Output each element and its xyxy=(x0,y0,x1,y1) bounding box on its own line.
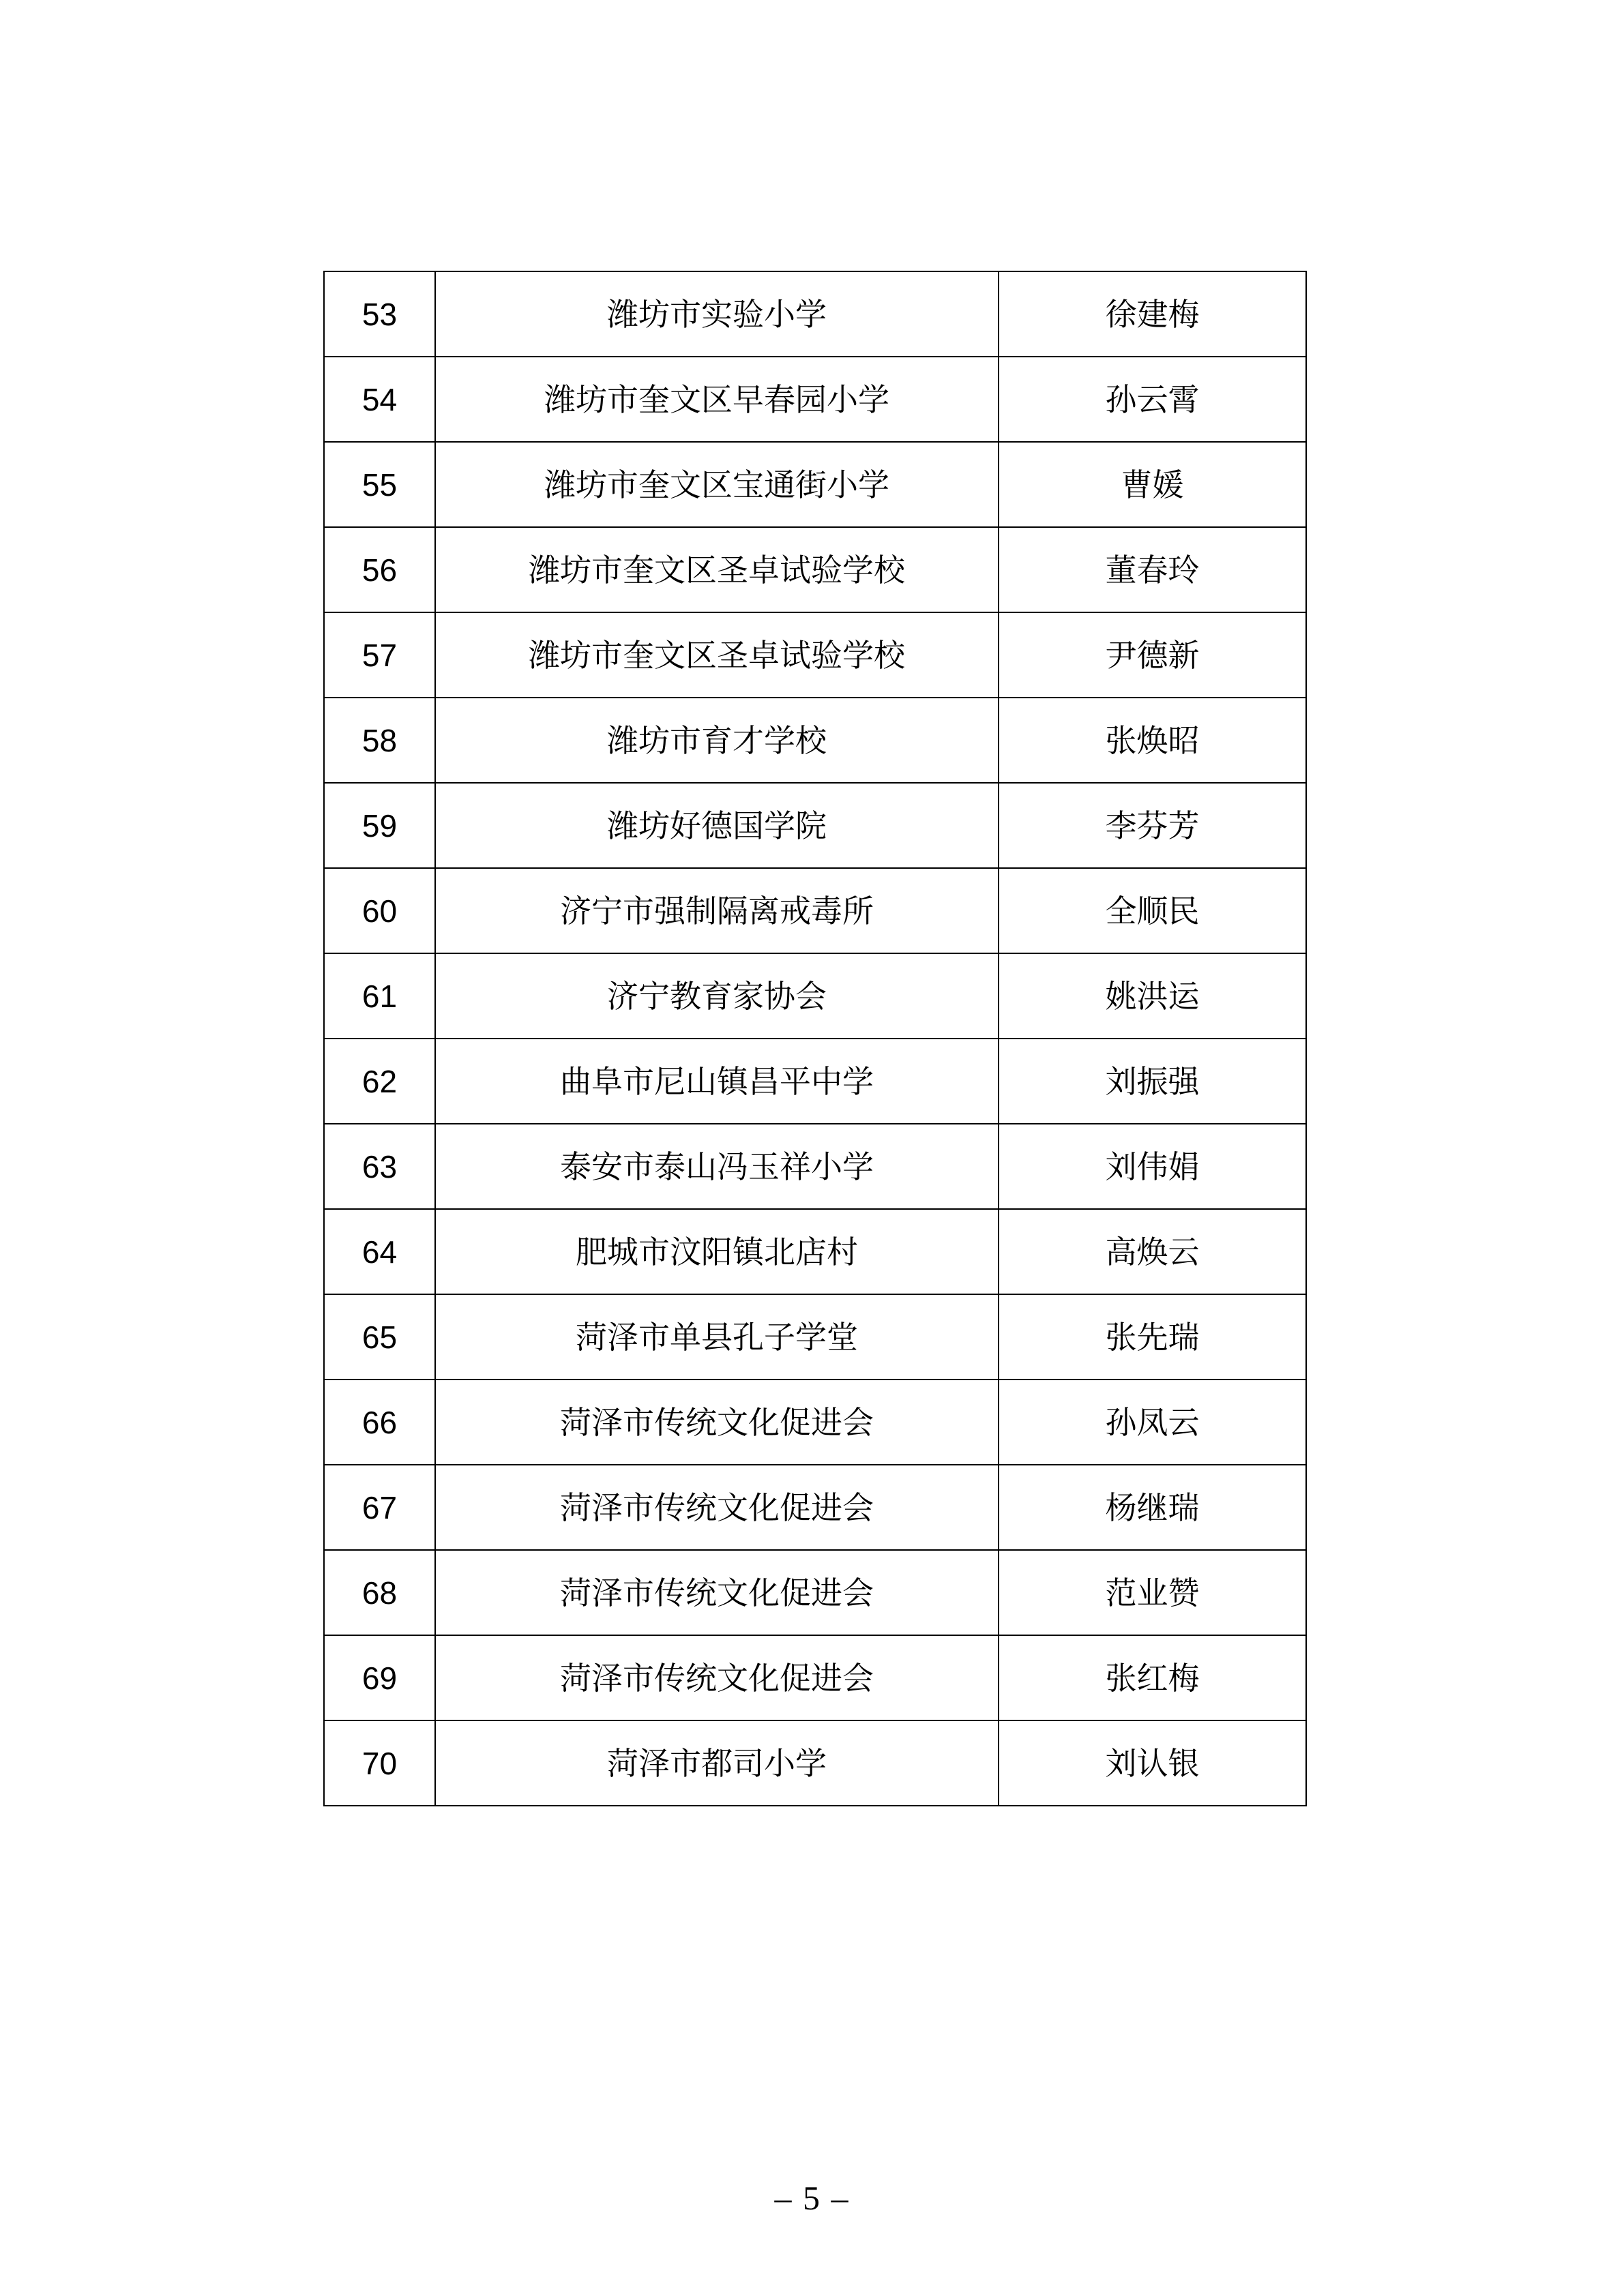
row-number-cell: 61 xyxy=(324,953,435,1039)
table-row xyxy=(324,1635,1306,1720)
person-name-cell: 高焕云 xyxy=(999,1209,1306,1294)
table-row xyxy=(324,1380,1306,1465)
person-name-cell: 张焕昭 xyxy=(999,698,1306,783)
person-name-cell: 范业赞 xyxy=(999,1550,1306,1635)
row-number-cell: 65 xyxy=(324,1294,435,1380)
table-row xyxy=(324,442,1306,527)
organization-cell: 潍坊市奎文区圣卓试验学校 xyxy=(435,612,999,698)
row-number-cell: 69 xyxy=(324,1635,435,1720)
person-name-cell: 徐建梅 xyxy=(999,271,1306,357)
person-name-cell: 张先瑞 xyxy=(999,1294,1306,1380)
person-name-cell: 刘认银 xyxy=(999,1720,1306,1806)
person-name-cell: 姚洪运 xyxy=(999,953,1306,1039)
table-row xyxy=(324,612,1306,698)
row-number-cell: 53 xyxy=(324,271,435,357)
table-row xyxy=(324,868,1306,953)
table-row xyxy=(324,953,1306,1039)
organization-cell: 菏泽市传统文化促进会 xyxy=(435,1465,999,1550)
person-name-cell: 孙凤云 xyxy=(999,1380,1306,1465)
table-row xyxy=(324,783,1306,868)
row-number-cell: 57 xyxy=(324,612,435,698)
organization-cell: 菏泽市都司小学 xyxy=(435,1720,999,1806)
row-number-cell: 64 xyxy=(324,1209,435,1294)
organization-cell: 济宁市强制隔离戒毒所 xyxy=(435,868,999,953)
organization-cell: 潍坊好德国学院 xyxy=(435,783,999,868)
row-number-cell: 56 xyxy=(324,527,435,612)
organization-cell: 曲阜市尼山镇昌平中学 xyxy=(435,1039,999,1124)
person-name-cell: 全顺民 xyxy=(999,868,1306,953)
person-name-cell: 张红梅 xyxy=(999,1635,1306,1720)
organization-cell: 济宁教育家协会 xyxy=(435,953,999,1039)
table-row xyxy=(324,1039,1306,1124)
roster-table xyxy=(323,271,1307,1806)
person-name-cell: 曹媛 xyxy=(999,442,1306,527)
organization-cell: 菏泽市传统文化促进会 xyxy=(435,1380,999,1465)
row-number-cell: 59 xyxy=(324,783,435,868)
table-row xyxy=(324,357,1306,442)
row-number-cell: 58 xyxy=(324,698,435,783)
person-name-cell: 杨继瑞 xyxy=(999,1465,1306,1550)
person-name-cell: 孙云霄 xyxy=(999,357,1306,442)
row-number-cell: 70 xyxy=(324,1720,435,1806)
table-row xyxy=(324,1720,1306,1806)
organization-cell: 潍坊市育才学校 xyxy=(435,698,999,783)
organization-cell: 肥城市汶阳镇北店村 xyxy=(435,1209,999,1294)
organization-cell: 菏泽市传统文化促进会 xyxy=(435,1550,999,1635)
row-number-cell: 62 xyxy=(324,1039,435,1124)
row-number-cell: 63 xyxy=(324,1124,435,1209)
row-number-cell: 68 xyxy=(324,1550,435,1635)
table-row xyxy=(324,1465,1306,1550)
row-number-cell: 67 xyxy=(324,1465,435,1550)
table-row xyxy=(324,1209,1306,1294)
row-number-cell: 54 xyxy=(324,357,435,442)
organization-cell: 菏泽市传统文化促进会 xyxy=(435,1635,999,1720)
organization-cell: 潍坊市奎文区宝通街小学 xyxy=(435,442,999,527)
table-row xyxy=(324,1294,1306,1380)
row-number-cell: 66 xyxy=(324,1380,435,1465)
page-number: – 5 – xyxy=(774,2179,850,2217)
roster-table-body xyxy=(324,271,1306,1806)
table-row xyxy=(324,527,1306,612)
organization-cell: 菏泽市单县孔子学堂 xyxy=(435,1294,999,1380)
table-row xyxy=(324,698,1306,783)
person-name-cell: 董春玲 xyxy=(999,527,1306,612)
row-number-cell: 60 xyxy=(324,868,435,953)
person-name-cell: 尹德新 xyxy=(999,612,1306,698)
row-number-cell: 55 xyxy=(324,442,435,527)
table-row xyxy=(324,1550,1306,1635)
person-name-cell: 李芬芳 xyxy=(999,783,1306,868)
person-name-cell: 刘伟娟 xyxy=(999,1124,1306,1209)
person-name-cell: 刘振强 xyxy=(999,1039,1306,1124)
table-row xyxy=(324,271,1306,357)
organization-cell: 潍坊市奎文区早春园小学 xyxy=(435,357,999,442)
organization-cell: 泰安市泰山冯玉祥小学 xyxy=(435,1124,999,1209)
organization-cell: 潍坊市奎文区圣卓试验学校 xyxy=(435,527,999,612)
organization-cell: 潍坊市实验小学 xyxy=(435,271,999,357)
table-row xyxy=(324,1124,1306,1209)
